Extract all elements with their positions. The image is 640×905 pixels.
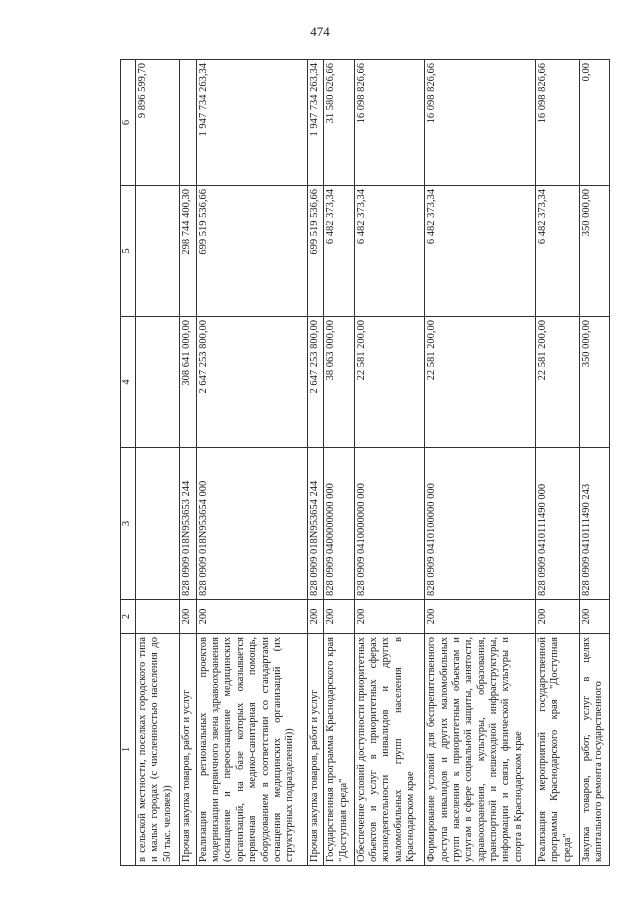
table-row [579,60,609,866]
header-row [121,60,136,866]
row-year3: 1 947 734 263,34 [196,60,307,186]
row-year3: 16 098 826,66 [536,60,580,186]
table-row [324,60,354,866]
row-ved [136,600,180,634]
rotated-table-area [120,60,610,866]
table-row [136,60,180,866]
row-code: 828 0909 0400000000 000 [324,448,354,600]
row-year1: 2 647 253 800,00 [307,317,324,448]
row-year3: 1 947 734 263,34 [307,60,324,186]
row-year2: 350 000,00 [579,186,609,317]
row-code: 828 0909 018N953654 244 [307,448,324,600]
row-year1: 308 641 000,00 [180,317,197,448]
row-ved: 200 [425,600,536,634]
row-year2 [136,186,180,317]
row-description: Государственная программа Краснодарского края "Доступная среда" [324,634,354,866]
row-ved: 200 [307,600,324,634]
row-year2: 6 482 373,34 [536,186,580,317]
row-year1: 2 647 253 800,00 [196,317,307,448]
row-ved: 200 [180,600,197,634]
row-ved: 200 [354,600,425,634]
column-header-2: 2 [121,600,136,634]
row-ved: 200 [579,600,609,634]
row-year2: 6 482 373,34 [324,186,354,317]
rotated-table-container [120,60,610,866]
column-header-6: 6 [121,60,136,186]
row-code: 828 0909 0410100000 000 [425,448,536,600]
table-row [354,60,425,866]
row-year1: 22 581 200,00 [354,317,425,448]
row-year2: 298 744 400,30 [180,186,197,317]
row-description: Реализация мероприятий государственной программы Краснодарского края "Доступная среда" [536,634,580,866]
row-year2: 699 519 536,66 [307,186,324,317]
column-header-3: 3 [121,448,136,600]
row-description: Прочая закупка товаров, работ и услуг [180,634,197,866]
row-year3: 16 098 826,66 [425,60,536,186]
row-ved: 200 [536,600,580,634]
row-code: 828 0909 0410111490 000 [536,448,580,600]
row-code: 828 0909 0410111490 243 [579,448,609,600]
table-row [307,60,324,866]
row-description: Реализация региональных проектов модернизации первичного звена здравоохранения (оснащение и переоснащение медицинских организаций, на базе которых оказывается первичная медико-санитарная помощь, оборудованием в соответствии со стандартами оснащения медицинских организаций (их структурных подразделений)) [196,634,307,866]
column-header-4: 4 [121,317,136,448]
table-row [536,60,580,866]
table-row [180,60,197,866]
table-row [196,60,307,866]
budget-table [120,59,610,866]
row-description: Обеспечение условий доступности приоритетных объектов и услуг в приоритетных сферах жизнедеятельности инвалидов и других маломобильных групп населения в Краснодарском крае [354,634,425,866]
row-ved: 200 [324,600,354,634]
table-row [425,60,536,866]
row-code: 828 0909 018N953653 244 [180,448,197,600]
row-ved: 200 [196,600,307,634]
column-header-5: 5 [121,186,136,317]
row-description: Прочая закупка товаров, работ и услуг [307,634,324,866]
row-code [136,448,180,600]
row-description: Формирование условий для беспрепятственного доступа инвалидов и других маломобильных групп населения к приоритетным объектам и услугам в сфере социальной защиты, занятости, здравоохранения, культуры, образования, транспортной и пешеходной инфраструктуры, информации и связи, физической культуры и спорта в Краснодарском крае [425,634,536,866]
row-year2: 6 482 373,34 [425,186,536,317]
row-year3: 16 098 826,66 [354,60,425,186]
row-year2: 699 519 536,66 [196,186,307,317]
row-year1: 22 581 200,00 [536,317,580,448]
row-year1: 38 063 000,00 [324,317,354,448]
row-description: Закупка товаров, работ, услуг в целях капитального ремонта государственного [579,634,609,866]
column-header-1: 1 [121,634,136,866]
row-year1: 350 000,00 [579,317,609,448]
row-year3: 0,00 [579,60,609,186]
row-code: 828 0909 0410000000 000 [354,448,425,600]
row-year3 [180,60,197,186]
row-year1 [136,317,180,448]
row-code: 828 0909 018N953654 000 [196,448,307,600]
row-description: в сельской местности, поселках городского типа и малых городах (с численностью населения до 50 тыс. человек)) [136,634,180,866]
row-year3: 9 896 599,70 [136,60,180,186]
row-year2: 6 482 373,34 [354,186,425,317]
row-year3: 31 580 626,66 [324,60,354,186]
page-number: 474 [310,24,330,39]
row-year1: 22 581 200,00 [425,317,536,448]
